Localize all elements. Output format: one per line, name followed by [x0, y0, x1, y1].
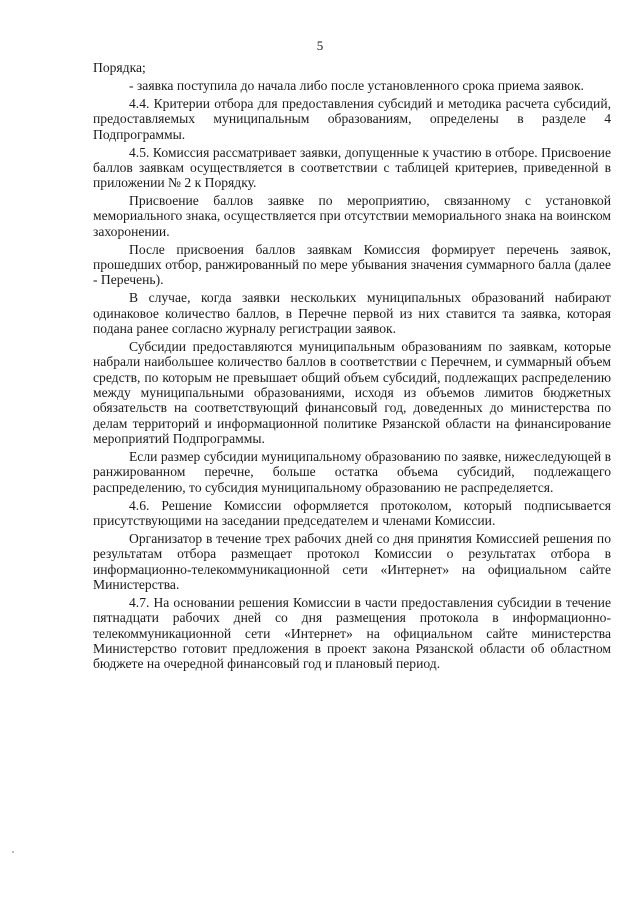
paragraph-4-7: 4.7. На основании решения Комиссии в части предоставления субсидии в течение пятнадцати рабочих дней со дня размещения протокола в информационно-телекоммуникационной сети «Интернет» на официальном сайте министерства Министерство готовит предложения в проект закона Рязанской области об областном бюджете на очередной финансовый год и плановый период.	[93, 594, 611, 672]
paragraph-late-application: - заявка поступила до начала либо после установленного срока приема заявок.	[129, 77, 584, 93]
paragraph-memorial-sign: Присвоение баллов заявке по мероприятию, связанному с установкой мемориального знака, осуществляется при отсутствии мемориального знака на воинском захоронении.	[93, 193, 611, 239]
paragraph-remaining-balance: Если размер субсидии муниципальному образованию по заявке, нижеследующей в ранжированном перечне, больше остатка объема субсидий, подлежащего распределению, то субсидия муниципальному образованию не распределяется.	[93, 449, 611, 495]
paragraph-ranking-list: После присвоения баллов заявкам Комиссия формирует перечень заявок, прошедших отбор, ранжированный по мере убывания значения суммарного балла (далее - Перечень).	[93, 241, 611, 288]
paragraph-equal-scores: В случае, когда заявки нескольких муниципальных образований набирают одинаковое количество баллов, в Перечне первой из них ставится та заявка, которая подана ранее согласно журналу регистрации заявок.	[93, 290, 611, 337]
paragraph-4-6: 4.6. Решение Комиссии оформляется протоколом, который подписывается присутствующими на заседании председателем и членами Комиссии.	[93, 497, 611, 528]
document-body	[93, 60, 611, 674]
paragraph-continuation: Порядка;	[93, 60, 146, 75]
paragraph-protocol-publication: Организатор в течение трех рабочих дней со дня принятия Комиссией решения по результатам отбора размещает протокол Комиссии о результатах отбора в информационно-телекоммуникационной сети «Интернет» на официальном сайте Министерства.	[93, 530, 611, 592]
scan-artifact	[12, 851, 14, 853]
paragraph-4-4: 4.4. Критерии отбора для предоставления субсидий и методика расчета субсидий, предоставляемых муниципальным образованиям, определены в разделе 4 Подпрограммы.	[93, 95, 611, 142]
page-number: 5	[316, 38, 324, 53]
paragraph-4-5: 4.5. Комиссия рассматривает заявки, допущенные к участию в отборе. Присвоение баллов заявкам осуществляется в соответствии с таблицей критериев, приведенной в приложении № 2 к Порядку.	[93, 144, 611, 191]
paragraph-subsidy-allocation: Субсидии предоставляются муниципальным образованиям по заявкам, которые набрали наибольшее количество баллов в соответствии с Перечнем, и суммарный объем средств, по которым не превышает общий объем субсидий, подлежащих распределению между муниципальными образованиями, исходя из объемов лимитов бюджетных обязательств на соответствующий финансовый год, доведенных до министерства по делам территорий и информационной политике Рязанской области на финансирование мероприятий Подпрограммы.	[93, 339, 611, 447]
